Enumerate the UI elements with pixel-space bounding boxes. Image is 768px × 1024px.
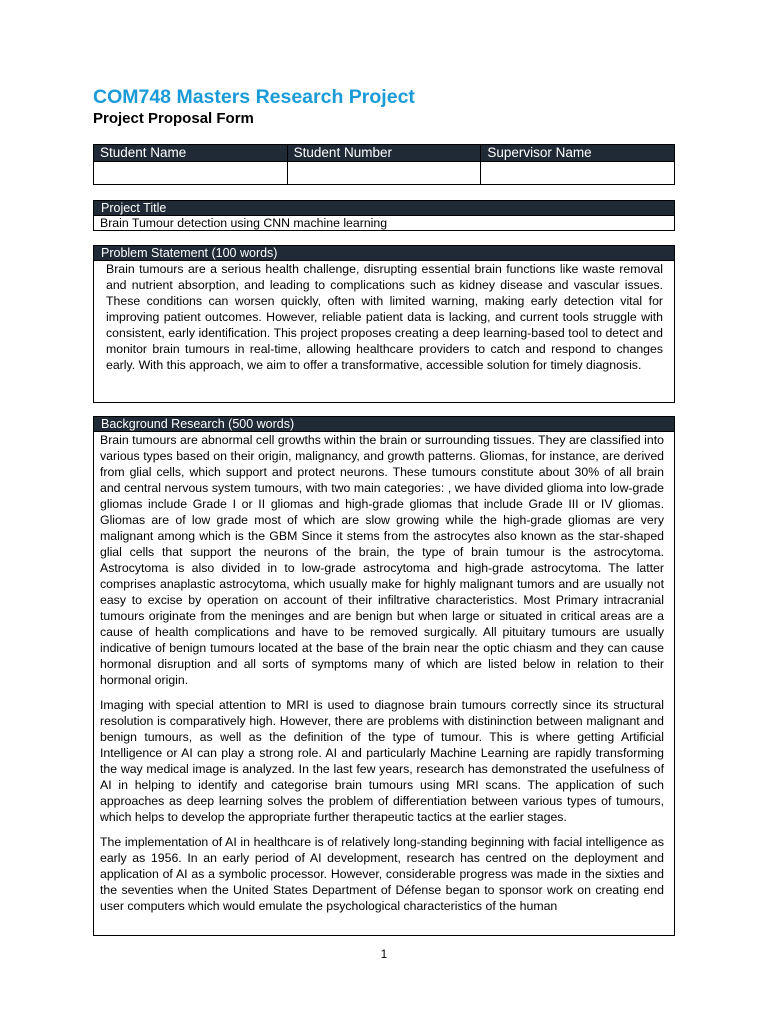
background-research-heading: Background Research (500 words) (94, 417, 674, 431)
project-title-text: Brain Tumour detection using CNN machine learning (94, 215, 674, 230)
problem-statement-section (93, 245, 675, 403)
supervisor-name-cell[interactable] (481, 162, 675, 185)
project-title-section (93, 200, 675, 231)
background-research-section (93, 416, 675, 936)
course-title: COM748 Masters Research Project (93, 86, 415, 108)
background-paragraph: The implementation of AI in healthcare is of relatively long-standing beginning with facial intelligence as early as 1956. In an early period of AI development, research has centred on the deployment and application of AI as a symbolic processor. However, considerable progress was made in the sixties and the seventies when the United States Department of Défense began to sponsor work on creating end user computers which would emulate the psychological characteristics of the human (100, 835, 664, 913)
student-name-cell[interactable] (94, 162, 288, 185)
background-paragraph: Brain tumours are abnormal cell growths within the brain or surrounding tissues. They are classified into various types based on their origin, malignancy, and growth patterns. Gliomas, for instance, are derived from glial cells, which support and protect neurons. These tumours constitute about 30% of all brain and central nervous system tumours, with two main categories: , we have divided glioma into low-grade gliomas include Grade I or II gliomas and high-grade gliomas that include Grade III or IV gliomas. Gliomas are of low grade most of which are slow growing while the high-grade gliomas are very malignant among which is the GBM Since it stems from the astrocytes also known as the star-shaped glial cells that support the neurons of the brain, the type of brain tumour is the astrocytoma. Astrocytoma is also divided in to low-grade astrocytoma and high-grade astrocytoma. The latter comprises anaplastic astrocytoma, which usually make for highly malignant tumors and are usually not easy to excise by operation on account of their infiltrative characteristics. Most Primary intracranial tumours originate from the meninges and are benign but when large or situated in critical areas are a cause of health complications and have to be removed surgically. All pituitary tumours are usually indicative of benign tumours located at the base of the brain near the optic chiasm and they can cause hormonal disruption and all sorts of symptoms many of which are listed below in relation to their hormonal origin. (100, 433, 664, 687)
student-info-header-row (94, 145, 675, 162)
student-number-cell[interactable] (287, 162, 481, 185)
supervisor-name-header: Supervisor Name (481, 145, 675, 162)
problem-statement-heading: Problem Statement (100 words) (94, 246, 674, 260)
background-research-body (94, 431, 674, 934)
page-number: 1 (380, 949, 388, 961)
background-paragraph: Imaging with special attention to MRI is used to diagnose brain tumours correctly since its structural resolution is comparatively high. However, there are problems with distininction between malignant and benign tumours, as well as the definition of the type of tumour. This is where getting Artificial Intelligence or AI can play a strong role. AI and particularly Machine Learning are rapidly transforming the way medical image is analyzed. In the last few years, research has demonstrated the usefulness of AI in helping to identify and categorise brain tumours using MRI scans. The application of such approaches as deep learning solves the problem of differentiation between various types of tumours, which helps to develop the appropriate further therapeutic tactics at the earlier stages. (100, 698, 664, 824)
student-name-header: Student Name (94, 145, 288, 162)
problem-statement-text: Brain tumours are a serious health challenge, disrupting essential brain functions like waste removal and nutrient absorption, and leading to complications such as kidney disease and vascular issues. These conditions can worsen quickly, often with limited warning, making early detection vital for improving patient outcomes. However, reliable patient data is lacking, and current tools struggle with consistent, early identification. This project proposes creating a deep learning-based tool to detect and monitor brain tumours in real-time, allowing healthcare providers to catch and respond to changes early. With this approach, we aim to offer a transformative, accessible solution for timely diagnosis. (94, 260, 674, 373)
student-info-value-row (94, 162, 675, 185)
student-number-header: Student Number (287, 145, 481, 162)
project-title-heading: Project Title (94, 201, 674, 215)
form-title: Project Proposal Form (93, 110, 254, 127)
student-info-table (93, 144, 675, 185)
